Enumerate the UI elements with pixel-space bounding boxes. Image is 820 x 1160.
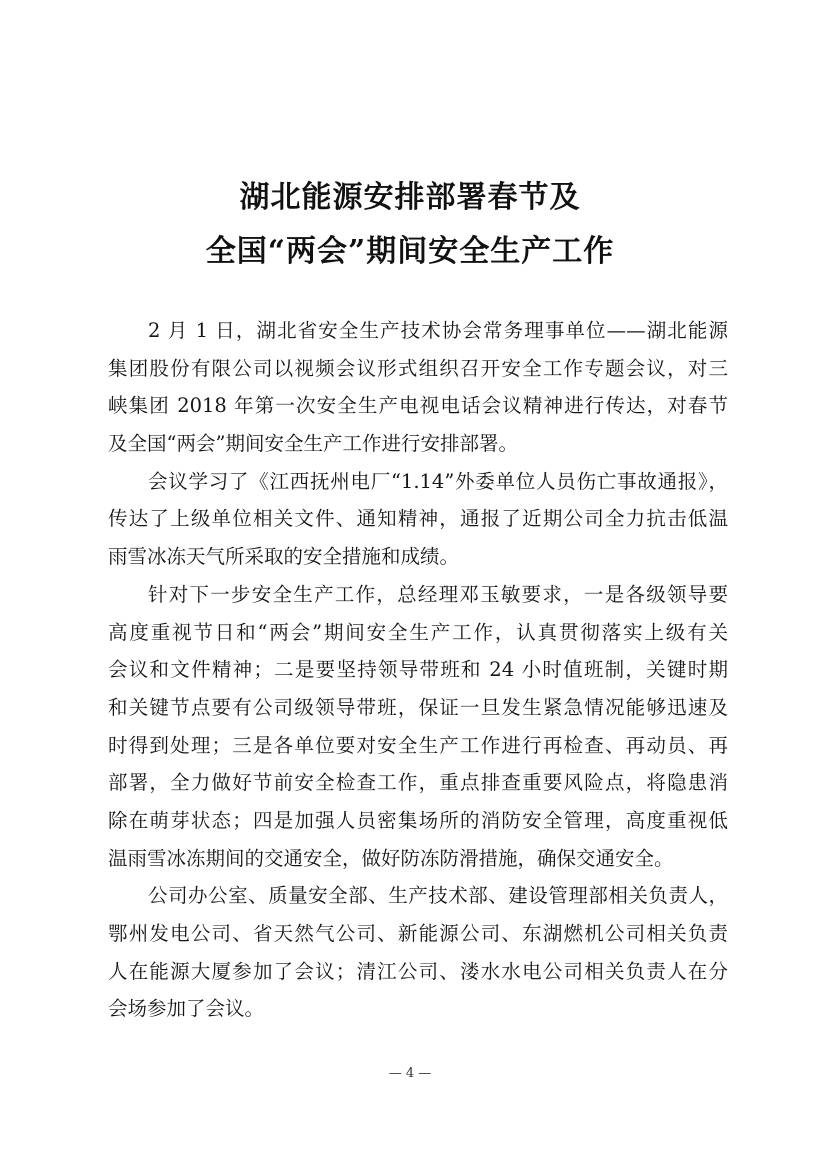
paragraph-line: 2 月 1 日，湖北省安全生产技术协会常务理事单位——湖北能源 bbox=[148, 319, 728, 342]
paragraph-line: 及全国“两会”期间安全生产工作进行安排部署。 bbox=[108, 432, 518, 456]
paragraph-line: 部署，全力做好节前安全检查工作，重点排查重要风险点，将隐患消 bbox=[108, 771, 728, 795]
paragraph-line: 峡集团 2018 年第一次安全生产电视电话会议精神进行传达，对春节 bbox=[108, 394, 728, 418]
paragraph-line: 会议和文件精神；二是要坚持领导带班和 24 小时值班制，关键时期 bbox=[108, 658, 728, 682]
page-number: — 4 — bbox=[388, 1066, 432, 1081]
paragraph-line: 针对下一步安全生产工作，总经理邓玉敏要求，一是各级领导要 bbox=[148, 582, 728, 606]
paragraph-line: 除在萌芽状态；四是加强人员密集场所的消防安全管理，高度重视低 bbox=[108, 808, 728, 832]
paragraph-line: 和关键节点要有公司级领导带班，保证一旦发生紧急情况能够迅速及 bbox=[108, 695, 728, 719]
paragraph-line: 时得到处理；三是各单位要对安全生产工作进行再检查、再动员、再 bbox=[108, 733, 728, 757]
paragraph-line: 人在能源大厦参加了会议；清江公司、溇水水电公司相关负责人在分 bbox=[108, 959, 728, 983]
paragraph-1 bbox=[108, 312, 728, 463]
document-title-line-2: 全国“两会”期间安全生产工作 bbox=[205, 234, 615, 269]
paragraph-line: 会议学习了《江西抚州电厂“1.14”外委单位人员伤亡事故通报》， bbox=[148, 469, 728, 493]
paragraph-line: 鄂州发电公司、省天然气公司、新能源公司、东湖燃机公司相关负责 bbox=[108, 922, 728, 945]
paragraph-line: 会场参加了会议。 bbox=[108, 997, 265, 1021]
paragraph-line: 高度重视节日和“两会”期间安全生产工作，认真贯彻落实上级有关 bbox=[108, 620, 728, 644]
paragraph-3 bbox=[108, 576, 728, 878]
paragraph-line: 温雨雪冰冻期间的交通安全，做好防冻防滑措施，确保交通安全。 bbox=[108, 846, 674, 870]
document-body bbox=[108, 312, 728, 1028]
paragraph-line: 传达了上级单位相关文件、通知精神，通报了近期公司全力抗击低温 bbox=[108, 507, 728, 531]
paragraph-line: 公司办公室、质量安全部、生产技术部、建设管理部相关负责人， bbox=[148, 884, 728, 908]
paragraph-line: 雨雪冰冻天气所采取的安全措施和成绩。 bbox=[108, 545, 460, 569]
document-title-line-1: 湖北能源安排部署春节及 bbox=[239, 180, 581, 215]
paragraph-2 bbox=[108, 463, 728, 576]
paragraph-4 bbox=[108, 877, 728, 1028]
paragraph-line: 集团股份有限公司以视频会议形式组织召开安全工作专题会议，对三 bbox=[108, 356, 728, 380]
